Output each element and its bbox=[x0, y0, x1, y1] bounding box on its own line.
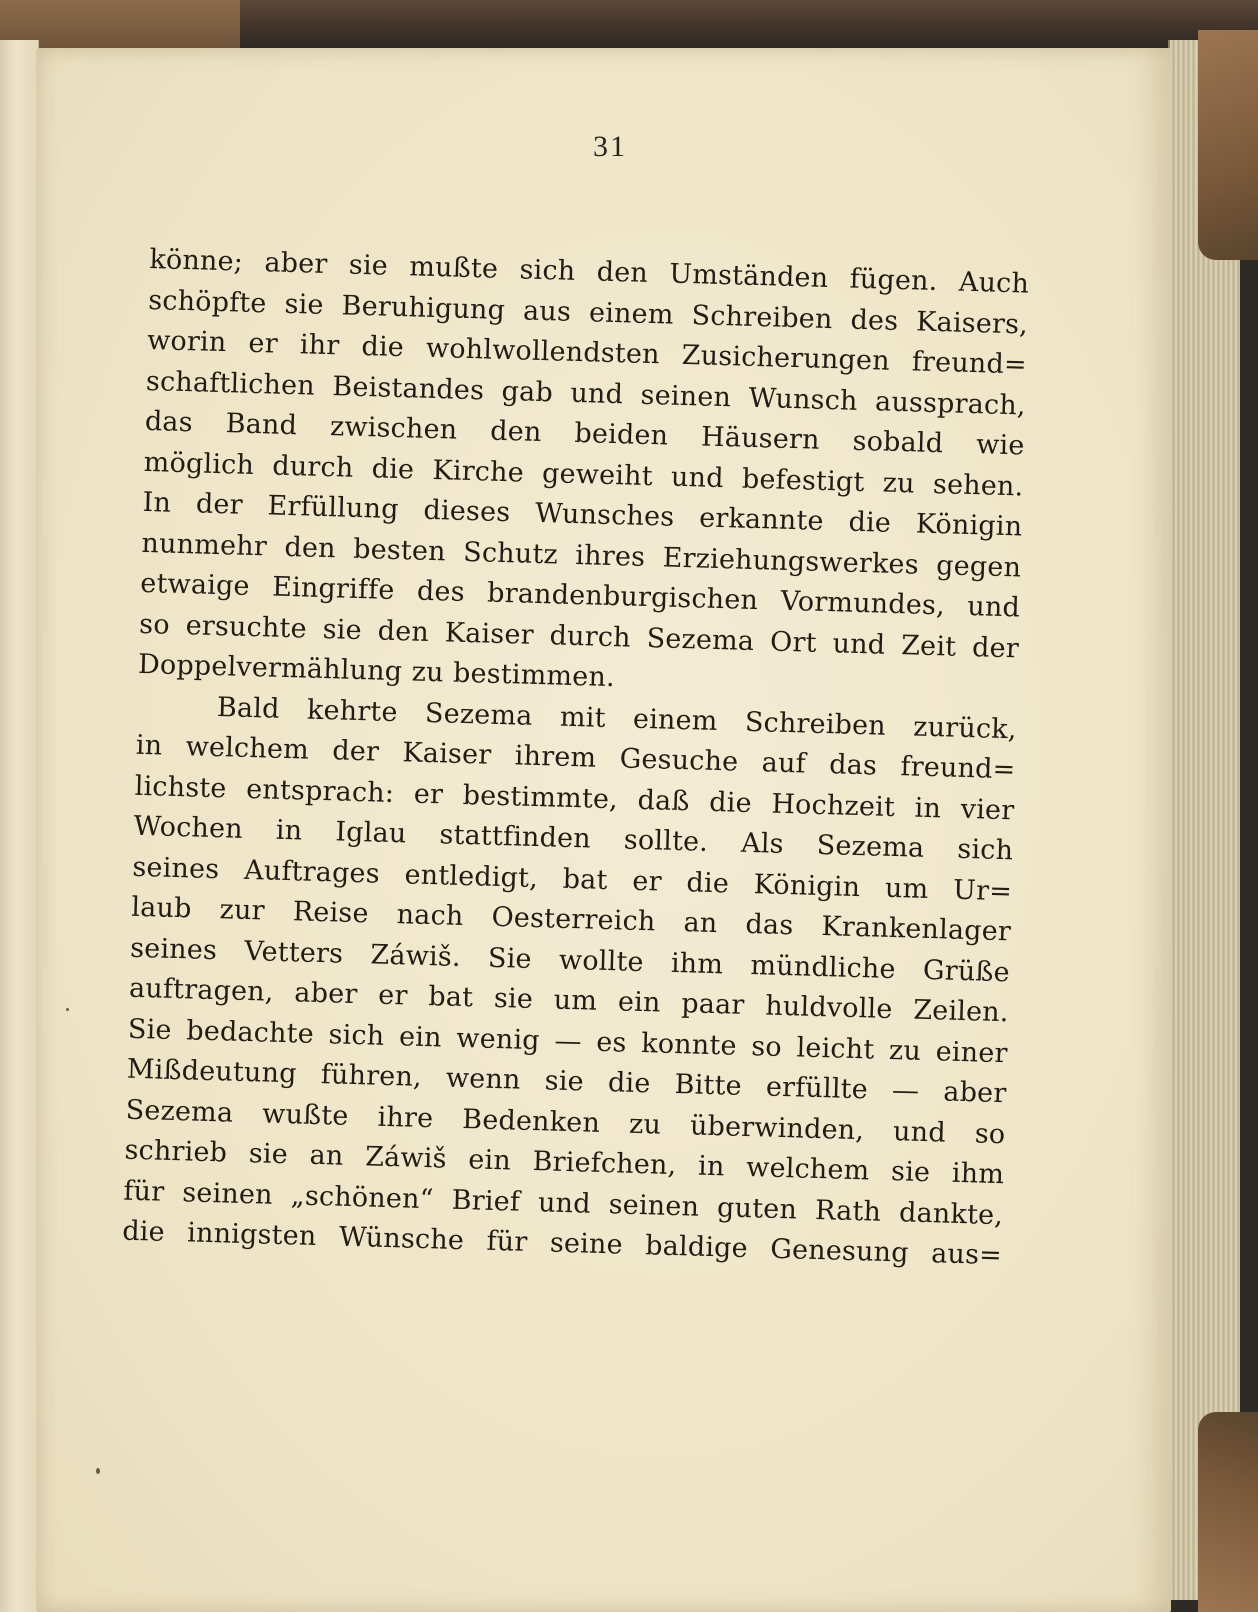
text-word: wie bbox=[975, 429, 1025, 462]
text-word: lichste bbox=[134, 770, 228, 804]
text-word: Genesung bbox=[769, 1233, 910, 1269]
text-word: wenig bbox=[455, 1022, 541, 1056]
body-text bbox=[122, 240, 1030, 1277]
text-word: ein bbox=[467, 1144, 512, 1177]
text-word: Erziehungswerkes bbox=[662, 541, 920, 581]
text-word: Sie bbox=[127, 1013, 173, 1046]
leather-corner-bottom bbox=[1198, 1412, 1258, 1612]
text-word: Umständen bbox=[668, 258, 829, 294]
text-word: Záwiš. bbox=[370, 938, 462, 973]
text-word: Zeilen. bbox=[912, 994, 1010, 1029]
text-word: Sezema bbox=[816, 829, 925, 864]
text-word: der bbox=[331, 735, 380, 768]
text-word: Sie bbox=[487, 942, 533, 975]
text-word: so bbox=[750, 1030, 783, 1063]
text-word: worin bbox=[146, 324, 227, 359]
text-word: besten bbox=[352, 533, 447, 567]
text-word: Mißdeutung bbox=[126, 1053, 298, 1090]
page-number: 31 bbox=[593, 130, 627, 163]
text-word: Sezema bbox=[424, 697, 534, 732]
text-word: erkannte bbox=[698, 502, 825, 537]
text-word: zurück, bbox=[912, 711, 1018, 745]
text-word: Doppelvermählung bbox=[137, 648, 403, 688]
text-word: sie bbox=[248, 1138, 289, 1171]
text-word: Beruhigung bbox=[341, 289, 506, 326]
text-word: schöpfte bbox=[147, 284, 268, 319]
text-word: beiden bbox=[574, 417, 669, 452]
text-word: bat bbox=[562, 863, 609, 896]
text-word: Grüße bbox=[922, 954, 1011, 988]
text-word: huldvolle bbox=[764, 990, 893, 1026]
text-word: kehrte bbox=[306, 694, 399, 728]
text-word: ein bbox=[398, 1020, 443, 1053]
text-word: sie bbox=[493, 982, 534, 1015]
text-word: die bbox=[371, 452, 415, 485]
text-word: das bbox=[745, 908, 794, 942]
text-word: Ort bbox=[769, 625, 818, 659]
text-word: auftragen, bbox=[128, 972, 275, 1008]
paper-speck bbox=[96, 1468, 100, 1474]
text-word: Auch bbox=[958, 266, 1030, 300]
text-word: Schreiben bbox=[691, 299, 834, 335]
text-word: durch bbox=[271, 450, 354, 484]
text-word: Als bbox=[740, 827, 785, 860]
text-word: den bbox=[489, 415, 542, 449]
text-word: freund= bbox=[900, 751, 1016, 786]
text-word: so bbox=[974, 1117, 1006, 1150]
text-word: sich bbox=[956, 833, 1014, 867]
text-word: Bald bbox=[216, 691, 281, 725]
text-word: bat bbox=[427, 981, 474, 1014]
text-word: wohlwollendsten bbox=[425, 332, 661, 371]
text-word: durch bbox=[549, 619, 632, 654]
text-word: sich bbox=[519, 254, 576, 287]
text-word: seines bbox=[132, 851, 220, 885]
text-word: in bbox=[914, 792, 942, 824]
text-word: befestigt bbox=[741, 463, 865, 498]
text-word: Zeit bbox=[900, 629, 957, 663]
text-word: entledigt, bbox=[404, 858, 539, 894]
text-word: Band bbox=[225, 408, 298, 442]
text-word: wollte bbox=[558, 944, 645, 978]
text-word: er bbox=[413, 778, 444, 810]
text-word: Bedenken bbox=[461, 1103, 601, 1139]
text-word: seinen bbox=[181, 1176, 274, 1211]
text-word: brandenburgischen bbox=[486, 577, 759, 617]
text-word: aber bbox=[293, 977, 358, 1011]
text-word: ihr bbox=[299, 329, 340, 362]
text-word: die bbox=[848, 506, 892, 539]
text-word: Häusern bbox=[700, 421, 821, 456]
text-word: Rath bbox=[814, 1194, 882, 1228]
text-word: Ur= bbox=[952, 874, 1013, 907]
text-word: aus= bbox=[930, 1238, 1003, 1272]
text-word: sich bbox=[328, 1018, 385, 1052]
text-word: in bbox=[135, 729, 163, 762]
text-word: Sezema bbox=[646, 622, 755, 657]
text-word: ihm bbox=[951, 1157, 1005, 1191]
text-word: einer bbox=[935, 1035, 1009, 1069]
text-word: Königin bbox=[753, 868, 861, 903]
text-word: aber bbox=[942, 1076, 1007, 1110]
text-word: um bbox=[553, 984, 598, 1017]
text-word: Wochen bbox=[133, 810, 244, 845]
text-word: es bbox=[595, 1026, 628, 1059]
text-word: Gesuche bbox=[619, 743, 739, 778]
text-word: er bbox=[248, 327, 279, 360]
text-word: nunmehr bbox=[141, 527, 268, 562]
text-word: die bbox=[361, 330, 405, 364]
text-word: entsprach: bbox=[245, 773, 395, 809]
text-word: gegen bbox=[935, 549, 1022, 583]
text-word: so bbox=[138, 608, 171, 641]
text-word: bedachte bbox=[185, 1014, 315, 1050]
text-word: nach bbox=[396, 899, 464, 933]
text-word: gab bbox=[501, 375, 554, 408]
text-word: ihres bbox=[575, 539, 646, 573]
paper-speck bbox=[66, 1008, 69, 1011]
text-word: sie bbox=[284, 288, 325, 321]
text-word: aussprach, bbox=[874, 385, 1027, 422]
text-word: welchem bbox=[185, 731, 310, 766]
text-word: zu bbox=[888, 1034, 922, 1067]
text-word: geweiht bbox=[541, 457, 654, 492]
text-word: sollte. bbox=[623, 824, 709, 858]
text-word: Oesterreich bbox=[491, 901, 656, 938]
text-word: Hochzeit bbox=[771, 788, 896, 823]
text-word: wußte bbox=[261, 1097, 350, 1132]
text-word: überwinden, bbox=[689, 1109, 865, 1146]
text-word: an bbox=[309, 1139, 344, 1172]
text-word: Beistandes bbox=[331, 370, 485, 406]
text-word: in bbox=[697, 1150, 725, 1183]
text-word: und bbox=[832, 627, 886, 661]
text-word: seines bbox=[129, 932, 218, 966]
text-word: das bbox=[828, 749, 878, 782]
text-word: Briefchen, bbox=[532, 1146, 677, 1182]
text-word: die bbox=[686, 866, 730, 899]
text-word: zu bbox=[628, 1108, 662, 1141]
text-word: Iglau bbox=[334, 816, 407, 850]
text-word: aus bbox=[522, 294, 572, 328]
text-word: einem bbox=[632, 703, 719, 737]
text-word: zwischen bbox=[329, 411, 458, 446]
text-word: mußte bbox=[408, 251, 499, 285]
text-word: ihre bbox=[377, 1101, 434, 1134]
text-word: der bbox=[971, 631, 1020, 664]
text-word: zur bbox=[219, 894, 266, 927]
text-word: ersuchte bbox=[185, 609, 308, 645]
text-word: er bbox=[377, 979, 408, 1012]
text-word: bestimmte, bbox=[462, 779, 619, 815]
text-word: führen, bbox=[320, 1059, 423, 1093]
text-word: sehen. bbox=[932, 468, 1024, 502]
text-word: die bbox=[708, 786, 753, 819]
text-word: möglich bbox=[143, 446, 255, 481]
text-word: Wunsch bbox=[748, 382, 859, 417]
text-word: Zusicherungen bbox=[681, 339, 891, 377]
text-word: schaftlichen bbox=[145, 365, 316, 402]
text-word: wenn bbox=[445, 1062, 522, 1096]
page-edges bbox=[1168, 40, 1240, 1600]
text-word: etwaige bbox=[139, 567, 251, 602]
text-word: und bbox=[966, 590, 1021, 624]
text-word: freund= bbox=[911, 346, 1028, 381]
text-word: Schreiben bbox=[744, 706, 887, 742]
text-word: Bitte bbox=[674, 1068, 743, 1102]
text-word: die bbox=[121, 1215, 166, 1248]
text-word: vier bbox=[960, 793, 1015, 826]
text-word: in bbox=[275, 814, 303, 847]
text-word: Brief bbox=[451, 1184, 521, 1218]
text-word: sobald bbox=[852, 425, 944, 460]
text-word: — bbox=[891, 1075, 920, 1107]
text-word: fügen. bbox=[849, 263, 938, 297]
leather-corner-top bbox=[1198, 30, 1258, 260]
text-word: sie bbox=[348, 249, 389, 282]
text-word: Reise bbox=[292, 896, 370, 930]
text-word: seinen bbox=[608, 1188, 700, 1223]
text-word: Sezema bbox=[125, 1094, 234, 1129]
text-word: baldige bbox=[644, 1230, 749, 1265]
text-word: leicht bbox=[796, 1031, 875, 1066]
text-word: sie bbox=[890, 1156, 931, 1189]
text-word: seine bbox=[549, 1227, 624, 1261]
text-word: Kaisers, bbox=[915, 305, 1029, 341]
text-word: Auftrages bbox=[243, 854, 381, 890]
text-word: ihm bbox=[670, 947, 724, 980]
text-word: Schutz bbox=[462, 536, 559, 571]
text-word: laub bbox=[130, 891, 192, 925]
text-word: das bbox=[144, 405, 194, 439]
text-word: zu bbox=[882, 467, 916, 499]
text-word: Wunsches bbox=[534, 497, 675, 533]
text-word: und bbox=[570, 377, 624, 410]
text-word: erfüllte bbox=[765, 1071, 869, 1106]
text-word: um bbox=[884, 872, 929, 905]
text-word: des bbox=[850, 304, 899, 337]
text-word: Krankenlager bbox=[821, 911, 1012, 948]
text-word: zu bbox=[411, 656, 445, 689]
text-word: der bbox=[195, 488, 244, 521]
text-word: könne; bbox=[149, 243, 244, 278]
text-word: stattfinden bbox=[439, 819, 592, 855]
text-word: an bbox=[683, 907, 718, 940]
previous-page-edge bbox=[0, 40, 39, 1612]
text-word: bestimmen. bbox=[452, 657, 616, 694]
text-word: des bbox=[416, 575, 466, 608]
text-word: den bbox=[284, 531, 337, 564]
text-word: ein bbox=[617, 986, 661, 1019]
text-word: In bbox=[142, 486, 172, 519]
text-word: Königin bbox=[915, 508, 1023, 543]
text-word: mündliche bbox=[750, 949, 897, 985]
text-word: seinen bbox=[640, 379, 732, 413]
text-word: und bbox=[670, 461, 725, 494]
text-word: Kirche bbox=[432, 454, 525, 489]
text-word: sie bbox=[544, 1065, 585, 1098]
text-word: die bbox=[607, 1067, 651, 1100]
text-word: auf bbox=[761, 747, 807, 780]
text-word: innigsten bbox=[186, 1217, 317, 1253]
text-word: ihrem bbox=[514, 740, 597, 774]
text-word: guten bbox=[716, 1191, 798, 1225]
text-word: Vormundes, bbox=[780, 585, 946, 622]
text-word: Vetters bbox=[243, 935, 344, 970]
text-word: welchem bbox=[745, 1152, 870, 1187]
text-word: er bbox=[631, 865, 663, 898]
text-word: Erfüllung bbox=[267, 490, 400, 526]
text-word: „schönen“ bbox=[290, 1179, 435, 1215]
text-word: Záwiš bbox=[364, 1141, 448, 1175]
text-word: für bbox=[123, 1175, 165, 1208]
text-word: — bbox=[554, 1025, 583, 1057]
text-word: einem bbox=[588, 296, 675, 331]
text-word: konnte bbox=[640, 1027, 738, 1062]
text-word: daß bbox=[637, 784, 691, 817]
text-word: Kaiser bbox=[444, 616, 535, 651]
text-word: schrieb bbox=[124, 1134, 228, 1169]
text-word: sie bbox=[322, 613, 363, 646]
text-word: und bbox=[537, 1186, 592, 1220]
text-word: Wünsche bbox=[338, 1221, 465, 1257]
text-word: den bbox=[596, 256, 649, 289]
text-word: für bbox=[486, 1225, 528, 1258]
text-word: Eingriffe bbox=[271, 571, 395, 606]
text-word: mit bbox=[559, 701, 607, 734]
text-word: dieses bbox=[423, 494, 511, 529]
text-word: aber bbox=[264, 247, 328, 280]
text-word: paar bbox=[680, 988, 745, 1021]
text-word: den bbox=[377, 615, 430, 648]
text-word: dankte, bbox=[898, 1196, 1004, 1231]
text-word: und bbox=[892, 1115, 947, 1149]
text-word: Kaiser bbox=[402, 737, 492, 771]
